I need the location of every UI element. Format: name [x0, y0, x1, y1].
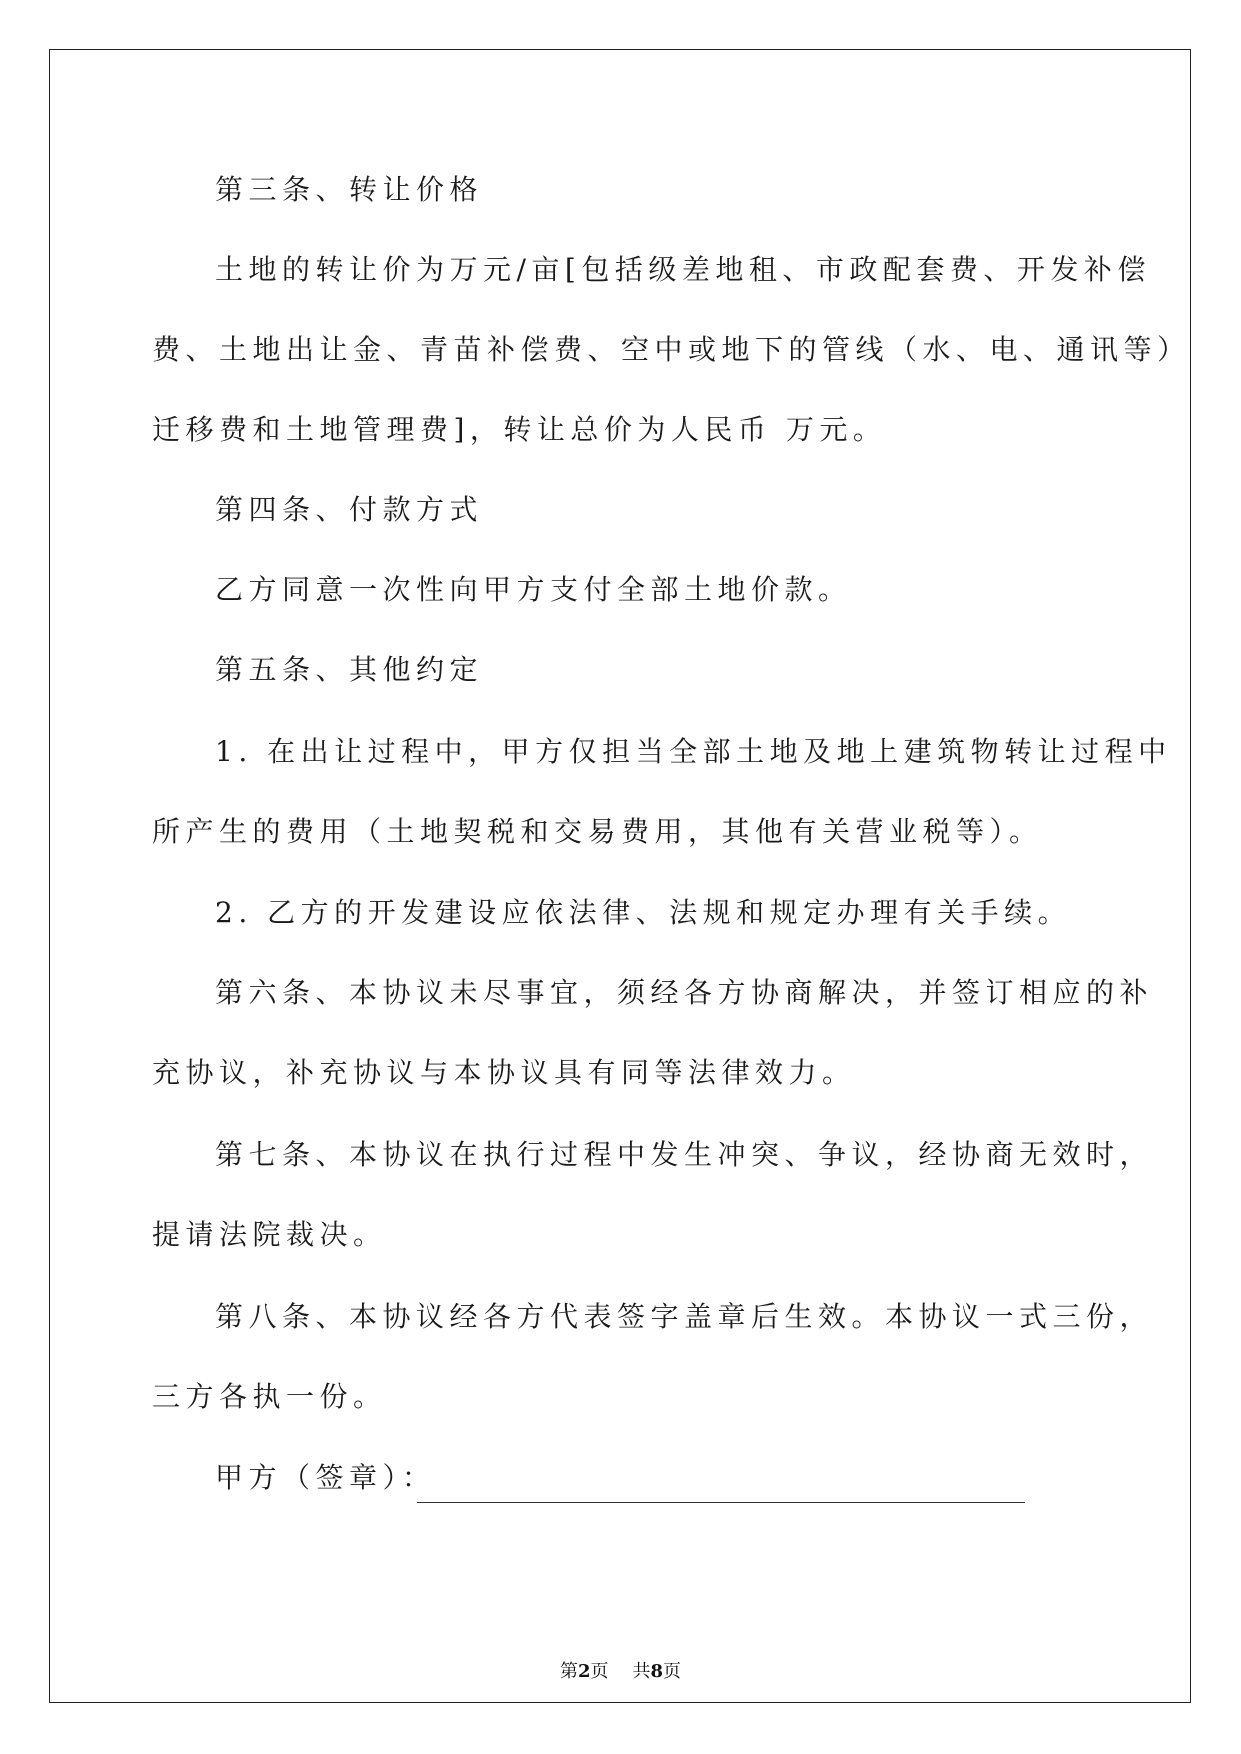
- page-prefix: 第: [559, 1661, 578, 1682]
- paragraph-line: 所产生的费用（土地契税和交易费用，其他有关营业税等）。: [152, 815, 1043, 848]
- paragraph-line: 土地的转让价为万元/亩[包括级差地租、市政配套费、开发补偿: [215, 253, 1151, 286]
- page-frame: [49, 49, 1191, 1703]
- paragraph-line: 迁移费和土地管理费]，转让总价为人民币 万元。: [152, 413, 887, 446]
- total-prefix: 共: [632, 1661, 651, 1682]
- paragraph-line: 2. 乙方的开发建设应依法律、法规和规定办理有关手续。: [215, 896, 1072, 929]
- paragraph-line: 充协议，补充协议与本协议具有同等法律效力。: [152, 1056, 856, 1089]
- paragraph-line: 1. 在出让过程中，甲方仅担当全部土地及地上建筑物转让过程中: [215, 735, 1172, 768]
- page-suffix: 页: [590, 1661, 609, 1682]
- clause-8-line: 第八条、本协议经各方代表签字盖章后生效。本协议一式三份，: [215, 1300, 1154, 1333]
- paragraph-line: 乙方同意一次性向甲方支付全部土地价款。: [215, 573, 852, 606]
- clause-6-line: 第六条、本协议未尽事宜，须经各方协商解决，并签订相应的补: [215, 976, 1154, 1009]
- signature-line: [417, 1502, 1025, 1503]
- paragraph-line: 提请法院裁决。: [152, 1218, 387, 1251]
- paragraph-line: 三方各执一份。: [152, 1380, 387, 1413]
- clause-4-heading: 第四条、付款方式: [215, 493, 484, 526]
- clause-7-line: 第七条、本协议在执行过程中发生冲突、争议，经协商无效时，: [215, 1138, 1154, 1171]
- page-current: 2: [577, 1661, 591, 1682]
- paragraph-line: 费、土地出让金、青苗补偿费、空中或地下的管线（水、电、通讯等）: [152, 333, 1191, 366]
- page-total: 8: [650, 1661, 664, 1682]
- clause-5-heading: 第五条、其他约定: [215, 653, 484, 686]
- total-suffix: 页: [663, 1661, 682, 1682]
- clause-3-heading: 第三条、转让价格: [215, 173, 484, 206]
- signature-label-party-a: 甲方（签章）：: [215, 1461, 436, 1494]
- page-footer: [0, 1660, 1241, 1684]
